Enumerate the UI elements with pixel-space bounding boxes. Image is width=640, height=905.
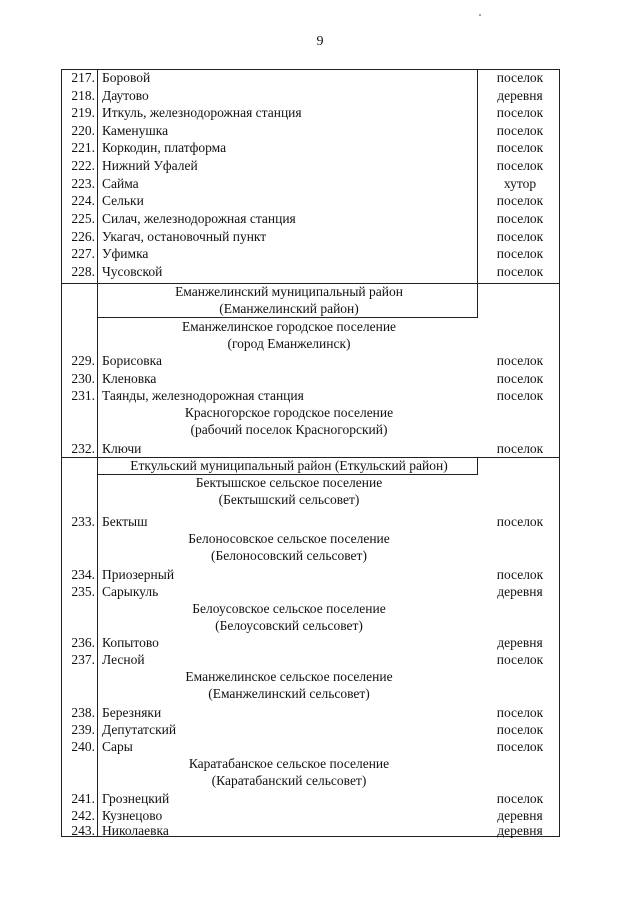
district-heading: Еманжелинский муниципальный район [175, 284, 403, 299]
table-row: 219. Иткуль, железнодорожная станция поселок [71, 105, 544, 120]
settlement-heading: Каратабанское сельское поселение [188, 756, 390, 771]
settlement-heading-sub: (город Еманжелинск) [227, 336, 351, 351]
settlement-heading: Белоусовское сельское поселение [192, 601, 386, 616]
table-row: 241. Грознецкий поселок [71, 791, 544, 806]
settlement-heading-sub: (Белоусовский сельсовет) [215, 618, 363, 633]
settlement-heading: Еманжелинское городское поселение [181, 319, 397, 334]
table-row: 238. Березняки поселок [71, 705, 544, 720]
page-number: 9 [316, 34, 324, 49]
settlement-heading-sub: (Каратабанский сельсовет) [211, 773, 367, 788]
table-row: 239. Депутатский поселок [71, 722, 544, 737]
settlement-heading: Еманжелинское сельское поселение [185, 669, 393, 684]
settlement-heading-sub: (Бектышский сельсовет) [218, 492, 360, 507]
etkul-type-divider [477, 457, 478, 475]
table-right-border [559, 69, 560, 837]
table-row: 227. Уфимка поселок [71, 246, 544, 261]
table-row: 217. Боровой поселок [71, 70, 544, 85]
table-row: 222. Нижний Уфалей поселок [71, 158, 544, 173]
settlement-heading: Белоносовское сельское поселение [188, 531, 390, 546]
table-row: 220. Каменушка поселок [71, 123, 544, 138]
table-row: 236. Копытово деревня [71, 635, 543, 650]
district-heading: Еткульский муниципальный район (Еткульский район) [130, 458, 448, 473]
settlement-heading-sub: (рабочий поселок Красногорский) [190, 422, 388, 437]
table-row: 221. Коркодин, платформа поселок [71, 140, 544, 155]
district-heading-sub: (Еманжелинский район) [219, 301, 359, 316]
table-row: 234. Приозерный поселок [71, 567, 544, 582]
settlement-heading-sub: (Белоносовский сельсовет) [211, 548, 367, 563]
settlement-heading: Красногорское городское поселение [184, 405, 394, 420]
table-row: 223. Сайма хутор [71, 176, 537, 191]
table-row: 235. Сарыкуль деревня [71, 584, 543, 599]
table-row: 230. Кленовка поселок [71, 371, 544, 386]
table-row: 237. Лесной поселок [71, 652, 544, 667]
table-row: 226. Укагач, остановочный пункт поселок [71, 229, 544, 244]
table-row: 233. Бектыш поселок [71, 514, 544, 529]
table-row: 229. Борисовка поселок [71, 353, 544, 368]
settlement-heading-sub: (Еманжелинский сельсовет) [208, 686, 370, 701]
district-type-divider [477, 283, 478, 318]
table-row: 232. Ключи поселок [71, 441, 544, 456]
settlement-heading: Бектышское сельское поселение [195, 475, 383, 490]
table-row: 240. Сары поселок [71, 739, 544, 754]
table-row: 218. Даутово деревня [71, 88, 543, 103]
table-row: 225. Силач, железнодорожная станция поселок [71, 211, 544, 226]
table-row: 231. Таянды, железнодорожная станция поселок [71, 388, 544, 403]
scan-dot [479, 14, 481, 16]
table-row: 228. Чусовской поселок [71, 264, 544, 279]
table-row: 242. Кузнецово деревня [71, 808, 543, 823]
table-row: 243. Николаевка деревня [71, 823, 543, 838]
table-row: 224. Сельки поселок [71, 193, 544, 208]
